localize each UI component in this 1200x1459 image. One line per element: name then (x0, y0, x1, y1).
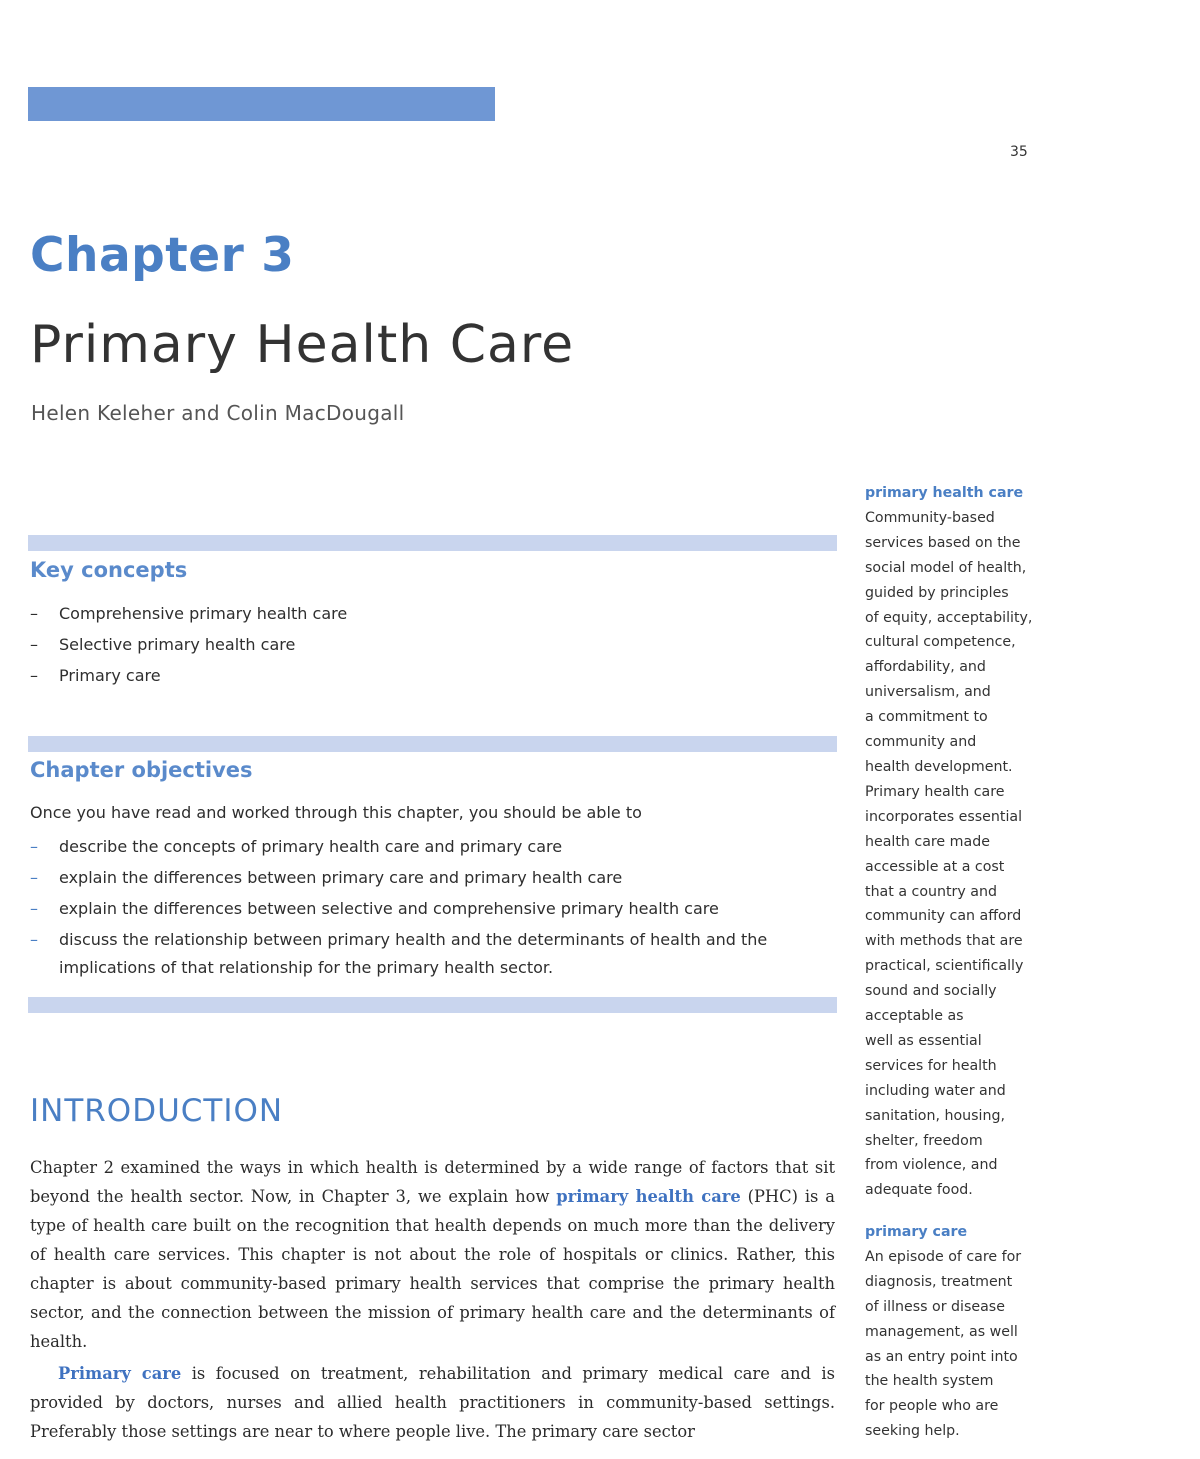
glossary-definition-line: health development. (865, 758, 1013, 775)
glossary-definition-line: the health system (865, 1373, 994, 1390)
paragraph-text: (PHC) is a type of health care built on the recognition that health depends on much more than the delivery of health care services. This chapter is not about the role of hospitals or clinics. Rather, this chapter is about community-based primary health services that comprise the primary health sector, and the connection between the mission of primary health care and the determinants of health. (30, 1187, 835, 1351)
objective-item: – explain the differences between selective and comprehensive primary health care (30, 899, 719, 918)
glossary-definition-line: management, as well (865, 1323, 1018, 1340)
glossary-definition-line: accessible at a cost (865, 858, 1005, 875)
glossary-definition-line: services based on the (865, 534, 1021, 551)
objective-text: explain the differences between primary care and primary health care (59, 868, 623, 887)
paragraph-text: is focused on treatment, rehabilitation and primary medical care and is provided by doctors, nurses and allied health practitioners in community-based settings. Preferably those settings are near to where people live. The primary care sector (30, 1364, 835, 1441)
key-concept-text: Comprehensive primary health care (59, 604, 348, 623)
chapter-label: Chapter 3 (30, 228, 295, 283)
glossary-definition-line: with methods that are (865, 933, 1023, 950)
key-concept-item: – Primary care (30, 666, 161, 685)
glossary-definition-line: Community-based (865, 509, 995, 526)
chapter-objectives-heading: Chapter objectives (30, 758, 253, 782)
chapter-objectives-lead: Once you have read and worked through this chapter, you should be able to (30, 803, 642, 822)
glossary-definition-line: acceptable as (865, 1008, 964, 1025)
key-concept-text: Selective primary health care (59, 635, 296, 654)
introduction-heading: INTRODUCTION (30, 1093, 284, 1129)
chapter-objectives-band (28, 736, 837, 752)
glossary-definition (865, 506, 1055, 1203)
chapter-objectives-list (30, 833, 820, 985)
glossary-term: primary health care (865, 485, 1024, 501)
key-concept-item: – Comprehensive primary health care (30, 604, 348, 623)
introduction-paragraph-1 (30, 1153, 835, 1356)
objective-item: – explain the differences between primary care and primary health care (30, 868, 623, 887)
glossary-definition-line: shelter, freedom (865, 1132, 983, 1149)
glossary-definition-line: of equity, acceptability, (865, 609, 1033, 626)
glossary-definition-line: Primary health care (865, 783, 1005, 800)
glossary-definition-line: services for health (865, 1057, 997, 1074)
glossary-definition-line: well as essential (865, 1032, 982, 1049)
objective-text: explain the differences between selective and comprehensive primary health care (59, 899, 719, 918)
objective-item: – describe the concepts of primary health care and primary care (30, 837, 563, 856)
glossary-term-link: Primary care (58, 1364, 182, 1383)
key-concept-item: – Selective primary health care (30, 635, 296, 654)
chapter-header-bar (28, 87, 495, 121)
glossary-definition-line: seeking help. (865, 1423, 960, 1440)
glossary-definition-line: that a country and (865, 883, 997, 900)
introduction-paragraph-2 (30, 1359, 835, 1446)
glossary-definition-line: universalism, and (865, 684, 991, 701)
key-concepts-band (28, 535, 837, 551)
glossary-definition-line: health care made (865, 833, 990, 850)
glossary-definition-line: a commitment to (865, 709, 988, 726)
glossary-definition-line: adequate food. (865, 1182, 973, 1199)
glossary-definition-line: sanitation, housing, (865, 1107, 1005, 1124)
glossary-definition-line: community can afford (865, 908, 1022, 925)
glossary-definition-line: including water and (865, 1082, 1006, 1099)
paragraph-text: Chapter 2 examined the ways in which health is determined by a wide range of factors that sit beyond the health sector. Now, in Chapter 3, we explain how (30, 1158, 835, 1206)
glossary-definition-line: social model of health, (865, 559, 1027, 576)
glossary-definition-line: diagnosis, treatment (865, 1273, 1013, 1290)
key-concepts-list (30, 602, 347, 695)
objective-text: discuss the relationship between primary health and the determinants of health and the implications of that relationship for the primary health sector. (59, 930, 768, 977)
glossary-definition-line: sound and socially (865, 983, 997, 1000)
glossary-definition-line: from violence, and (865, 1157, 998, 1174)
chapter-objectives-end-band (28, 997, 837, 1013)
glossary-entry-primary-care (865, 1220, 1055, 1444)
glossary-entry-primary-health-care (865, 481, 1055, 1203)
key-concept-text: Primary care (59, 666, 161, 685)
glossary-term-link: primary health care (556, 1187, 741, 1206)
glossary-definition-line: community and (865, 734, 977, 751)
key-concepts-heading: Key concepts (30, 558, 188, 582)
glossary-definition-line: cultural competence, (865, 634, 1016, 651)
chapter-title: Primary Health Care (30, 315, 575, 375)
glossary-definition-line: as an entry point into (865, 1348, 1018, 1365)
glossary-definition-line: practical, scientifically (865, 958, 1024, 975)
objective-item: – discuss the relationship between primary health and the determinants of health and the implications of that relationship for the primary health sector. (30, 930, 768, 977)
objective-text: describe the concepts of primary health care and primary care (59, 837, 563, 856)
page-number: 35 (1010, 144, 1028, 160)
glossary-term: primary care (865, 1224, 968, 1240)
chapter-authors: Helen Keleher and Colin MacDougall (31, 401, 405, 425)
glossary-definition-line: affordability, and (865, 659, 986, 676)
glossary-definition-line: of illness or disease (865, 1298, 1005, 1315)
glossary-definition-line: An episode of care for (865, 1248, 1022, 1265)
glossary-definition (865, 1245, 1055, 1444)
glossary-definition-line: guided by principles (865, 584, 1009, 601)
glossary-definition-line: for people who are (865, 1398, 999, 1415)
glossary-definition-line: incorporates essential (865, 808, 1023, 825)
